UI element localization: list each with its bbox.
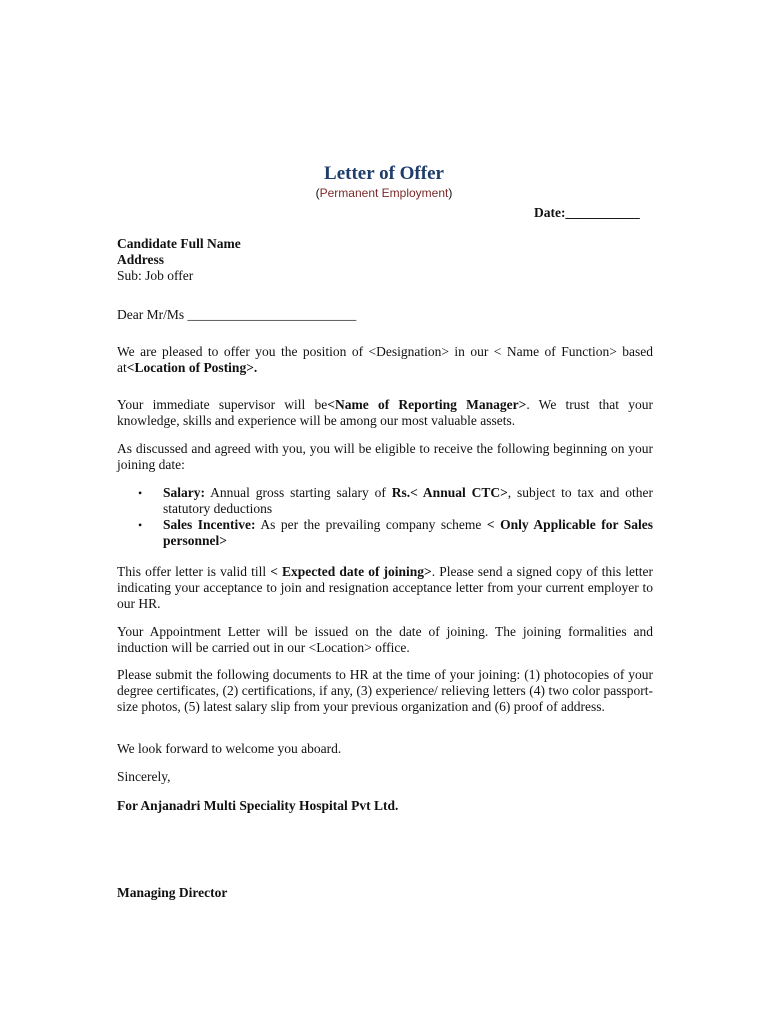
subject-line: Sub: Job offer (117, 268, 194, 283)
benefit-text: As per the prevailing company scheme (255, 517, 487, 532)
company-line: For Anjanadri Multi Speciality Hospital Pvt Ltd. (117, 798, 399, 813)
validity-rest: . Please send a signed copy of this letter indicating your acceptance to join and resignation acceptance letter from your current employer to our HR. (117, 564, 654, 611)
paragraph-validity (117, 564, 653, 612)
paragraph-documents: Please submit the following documents to HR at the time of your joining: (1) photocopies of your degree certificates, (2) certifications, if any, (3) experience/ relieving letters (4) two color passport-size photos, (5) latest salary slip from your previous organization and (6) proof of address. (117, 667, 653, 714)
benefit-text-rest: , subject to tax and other statutory deductions (163, 485, 653, 516)
letter-title: Letter of Offer (324, 163, 444, 184)
paragraph-appointment: Your Appointment Letter will be issued on the date of joining. The joining formalities and induction will be carried out in our <Location> office. (117, 624, 653, 655)
validity-intro: This offer letter is valid till (117, 564, 271, 579)
address-line: Address (117, 252, 165, 267)
benefits-list (117, 485, 653, 549)
subtitle-close-paren: ) (448, 186, 453, 200)
subtitle-open-paren: ( (315, 186, 320, 200)
supervisor-intro: Your immediate supervisor will be (117, 397, 328, 412)
reporting-manager: <Name of Reporting Manager> (327, 397, 527, 412)
salutation: Dear Mr/Ms _________________________ (117, 307, 357, 322)
signatory: Managing Director (117, 885, 228, 900)
position-text: We are pleased to offer you the position of <Designation> in our < Name of Function> based at (117, 344, 653, 375)
recipient-address (117, 236, 653, 268)
paragraph-position (117, 344, 653, 376)
benefit-sales-incentive (138, 517, 654, 549)
benefit-highlight: Rs.< Annual CTC> (391, 485, 508, 500)
benefit-salary (138, 485, 653, 517)
paragraph-welcome: We look forward to welcome you aboard. (117, 741, 342, 756)
closing: Sincerely, (117, 769, 171, 784)
bullet-icon: • (138, 486, 143, 500)
paragraph-eligibility: As discussed and agreed with you, you will be eligible to receive the following beginning on your joining date: (117, 441, 653, 472)
benefit-text: Annual gross starting salary of (205, 485, 392, 500)
benefit-label: Salary: (163, 485, 205, 500)
subtitle-text: Permanent Employment (319, 186, 449, 200)
bullet-icon: • (138, 518, 143, 532)
location-of-posting: <Location of Posting>. (126, 360, 258, 375)
supervisor-rest: . We trust that your knowledge, skills and experience will be among our most valuable assets. (117, 397, 653, 428)
candidate-name-line: Candidate Full Name (117, 236, 241, 251)
letter-subtitle (0, 186, 768, 200)
benefit-label: Sales Incentive: (163, 517, 256, 532)
paragraph-supervisor (117, 397, 653, 429)
expected-joining-date: < Expected date of joining> (270, 564, 432, 579)
date-line: Date:___________ (534, 205, 640, 220)
benefit-highlight: < Only Applicable for Sales personnel> (163, 517, 654, 548)
